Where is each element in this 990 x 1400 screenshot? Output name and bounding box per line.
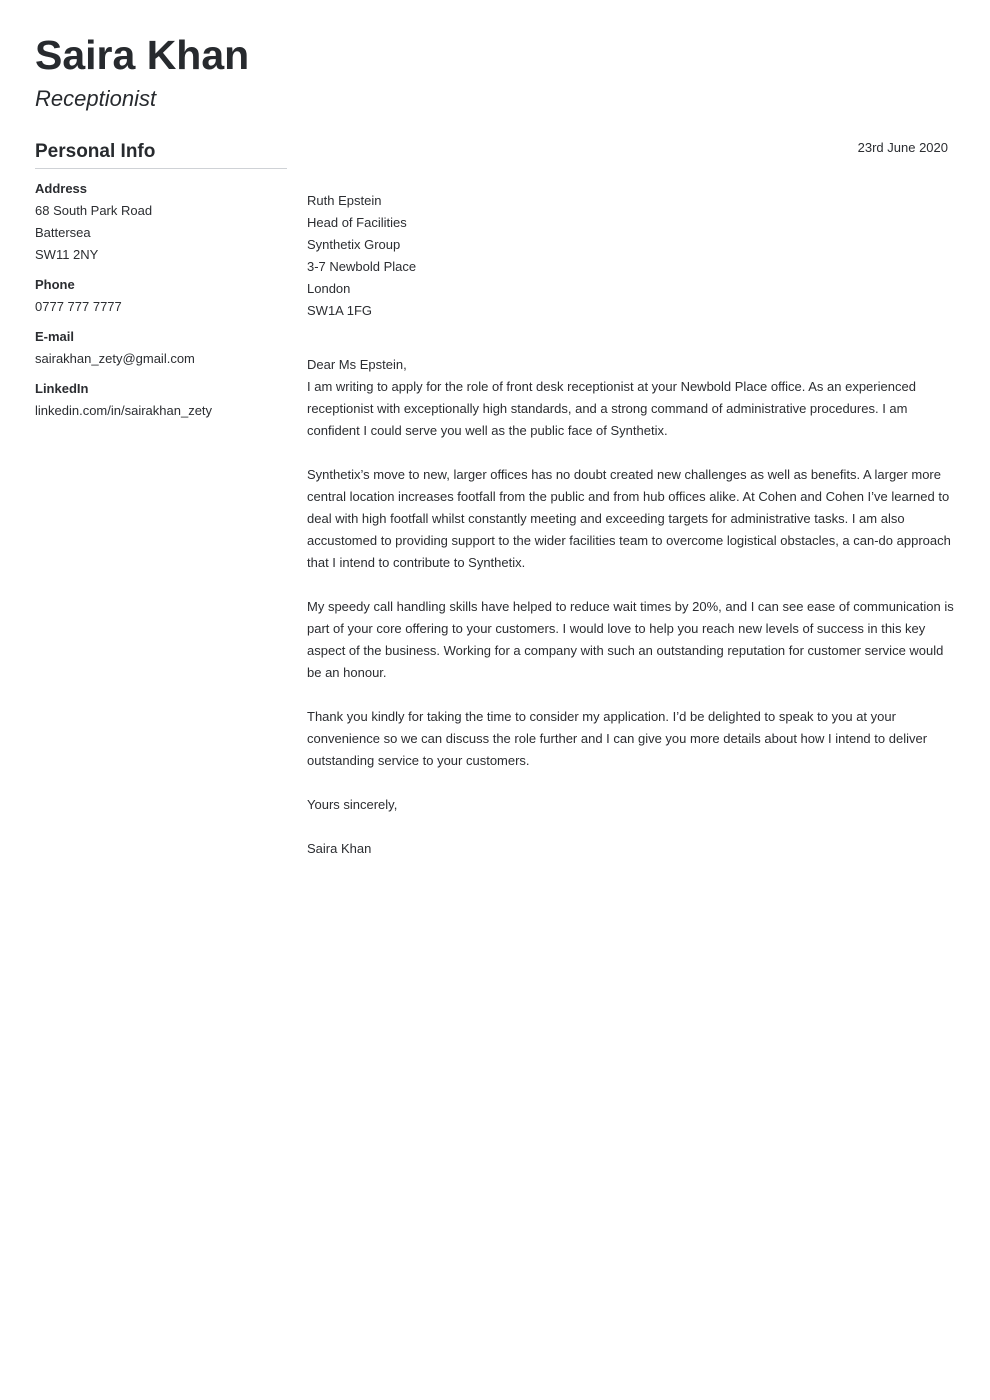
- recipient-city: London: [307, 281, 351, 296]
- linkedin-group: [35, 378, 287, 422]
- email-group: [35, 326, 287, 370]
- phone-group: [35, 274, 287, 318]
- address-line: Battersea: [35, 225, 91, 240]
- letter-body: [307, 354, 957, 860]
- salutation: Dear Ms Epstein,: [307, 357, 407, 372]
- recipient-street: 3-7 Newbold Place: [307, 259, 417, 274]
- letter-date: 23rd June 2020: [857, 140, 948, 155]
- phone-label: Phone: [35, 277, 75, 292]
- recipient-company: Synthetix Group: [307, 237, 401, 252]
- signature: Saira Khan: [307, 841, 372, 856]
- personal-info-heading: Personal Info: [35, 140, 287, 169]
- recipient-postcode: SW1A 1FG: [307, 303, 373, 318]
- recipient-position: Head of Facilities: [307, 215, 407, 230]
- letter-paragraph: My speedy call handling skills have helped to reduce wait times by 20%, and I can see ease of communication is part of your core offering to your customers. I would love to help you reach new levels of success in this key aspect of the business. Working for a company with such an outstanding reputation for customer service would be an honour.: [307, 599, 954, 680]
- recipient-name: Ruth Epstein: [307, 193, 382, 208]
- linkedin-value: linkedin.com/in/sairakhan_zety: [35, 403, 213, 418]
- address-group: [35, 178, 287, 266]
- job-title: Receptionist: [35, 86, 157, 111]
- address-line: SW11 2NY: [35, 247, 99, 262]
- phone-value: 0777 777 7777: [35, 299, 122, 314]
- linkedin-label: LinkedIn: [35, 381, 89, 396]
- address-line: 68 South Park Road: [35, 203, 153, 218]
- letter-paragraph: Thank you kindly for taking the time to consider my application. I’d be delighted to speak to you at your convenience so we can discuss the role further and I can give you more details about how I intend to deliver outstanding service to your customers.: [307, 709, 928, 768]
- recipient-block: [307, 190, 955, 322]
- applicant-name: Saira Khan: [35, 32, 250, 78]
- letter-paragraph: Synthetix’s move to new, larger offices has no doubt created new challenges as well as benefits. A larger more central location increases footfall from the public and from hub offices alike. At Cohen and Cohen I’ve learned to deal with high footfall whilst constantly meeting and exceeding targets for administrative tasks. I am also accustomed to providing support to the wider facilities team to overcome logistical obstacles, a can-do approach that I intend to contribute to Synthetix.: [307, 467, 951, 570]
- personal-info-sidebar: [35, 140, 287, 422]
- closing: Yours sincerely,: [307, 797, 398, 812]
- email-value: sairakhan_zety@gmail.com: [35, 351, 195, 366]
- email-label: E-mail: [35, 329, 75, 344]
- address-label: Address: [35, 181, 88, 196]
- letter-paragraph: I am writing to apply for the role of front desk receptionist at your Newbold Place office. As an experienced receptionist with exceptionally high standards, and a strong command of administrative procedures. I am confident I could serve you well as the public face of Synthetix.: [307, 379, 916, 438]
